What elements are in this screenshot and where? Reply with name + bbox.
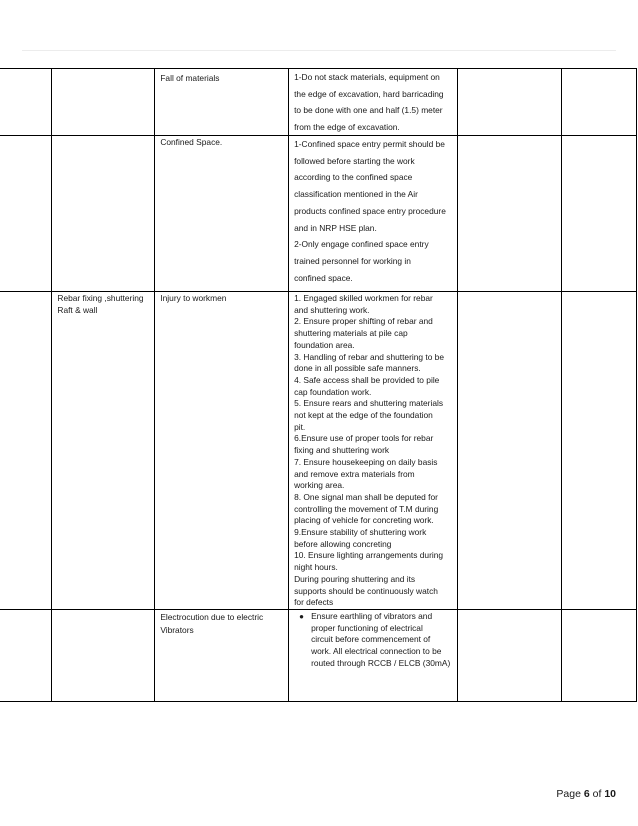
control-line: foundation area.	[294, 339, 355, 350]
control-line: before allowing concreting	[294, 538, 392, 549]
empty-cell	[561, 292, 636, 610]
control-line: not kept at the edge of the foundation	[294, 410, 433, 421]
activity-text: Rebar fixing ,shuttering	[57, 293, 144, 303]
control-line: products confined space entry procedure	[294, 205, 446, 216]
page-total: 10	[604, 788, 616, 800]
control-line: placing of vehicle for concreting work.	[294, 515, 434, 526]
control-measures-cell	[289, 136, 458, 292]
control-line: 2. Ensure proper shifting of rebar and	[294, 316, 433, 327]
activity-cell	[52, 609, 155, 701]
empty-cell	[458, 609, 562, 701]
control-line: the edge of excavation, hard barricading	[294, 88, 444, 99]
hazard-cell	[155, 136, 289, 292]
control-line: followed before starting the work	[294, 155, 415, 166]
control-line: 1. Engaged skilled workmen for rebar	[294, 293, 433, 303]
activity-cell	[52, 292, 155, 610]
control-line: 3. Handling of rebar and shuttering to be	[294, 351, 444, 362]
control-measures-cell	[289, 292, 458, 610]
table-row	[0, 136, 637, 292]
control-line: During pouring shuttering and its	[294, 573, 416, 584]
control-line: trained personnel for working in	[294, 255, 411, 266]
empty-cell	[458, 69, 562, 136]
control-line: 9.Ensure stability of shuttering work	[294, 527, 427, 538]
control-line: confined space.	[294, 272, 353, 283]
hazard-cell	[155, 69, 289, 136]
control-line: and remove extra materials from	[294, 468, 415, 479]
control-line: working area.	[294, 480, 345, 491]
page-current: 6	[583, 788, 590, 800]
activity-text: Raft & wall	[57, 304, 98, 315]
control-line: classification mentioned in the Air	[294, 189, 418, 200]
control-line: and in NRP HSE plan.	[294, 222, 377, 233]
page-word: Page	[556, 788, 581, 800]
activity-cell	[52, 69, 155, 136]
control-line: from the edge of excavation.	[294, 121, 400, 132]
sl-no-cell	[0, 609, 52, 701]
hazard-text: Vibrators	[160, 624, 194, 635]
control-line: circuit before commencement of	[311, 634, 431, 645]
control-line: night hours.	[294, 562, 338, 573]
control-line: cap foundation work.	[294, 386, 372, 397]
control-line: and shuttering work.	[294, 304, 370, 315]
empty-cell	[561, 609, 636, 701]
control-line: proper functioning of electrical	[311, 622, 423, 633]
control-line: shuttering materials at pile cap	[294, 328, 408, 339]
header-rule	[22, 50, 616, 51]
table-row	[0, 292, 637, 610]
control-line: 7. Ensure housekeeping on daily basis	[294, 456, 438, 467]
of-word: of	[592, 788, 602, 800]
control-line: 10. Ensure lighting arrangements during	[294, 550, 444, 561]
control-line: 8. One signal man shall be deputed for	[294, 491, 438, 502]
control-line: Ensure earthling of vibrators and	[311, 610, 433, 621]
empty-cell	[458, 292, 562, 610]
control-line: 5. Ensure rears and shuttering materials	[294, 398, 444, 409]
sl-no-cell	[0, 69, 52, 136]
list-item	[294, 611, 452, 670]
control-measures-cell	[289, 609, 458, 701]
bullet-icon: ●	[299, 611, 304, 621]
bullet-list	[294, 611, 452, 670]
control-line: done in all possible safe manners.	[294, 363, 421, 374]
hse-risk-table	[0, 68, 637, 702]
hazard-text: Injury to workmen	[160, 293, 227, 303]
control-measures-cell	[289, 69, 458, 136]
empty-cell	[458, 136, 562, 292]
control-line: controlling the movement of T.M during	[294, 503, 439, 514]
table-row	[0, 609, 637, 701]
sl-no-cell	[0, 136, 52, 292]
control-line: pit.	[294, 421, 306, 432]
page-number	[556, 788, 616, 800]
control-line: routed through RCCB / ELCB (30mA)	[311, 657, 451, 668]
hazard-text: Confined Space.	[160, 137, 223, 147]
control-line: 6.Ensure use of proper tools for rebar	[294, 433, 434, 444]
control-line: 1-Do not stack materials, equipment on	[294, 72, 440, 82]
empty-cell	[561, 69, 636, 136]
control-line: 4. Safe access shall be provided to pile	[294, 374, 440, 385]
control-line: 1-Confined space entry permit should be	[294, 139, 445, 149]
control-line: supports should be continuously watch	[294, 585, 438, 596]
control-line: according to the confined space	[294, 172, 413, 183]
sl-no-cell	[0, 292, 52, 610]
empty-cell	[561, 136, 636, 292]
control-line: work. All electrical connection to be	[311, 646, 442, 657]
hazard-cell	[155, 609, 289, 701]
activity-cell	[52, 136, 155, 292]
table-row	[0, 69, 637, 136]
control-line: fixing and shuttering work	[294, 445, 390, 456]
control-line: to be done with one and half (1.5) meter	[294, 105, 443, 115]
hazard-text: Electrocution due to electric	[160, 611, 264, 622]
hazard-text: Fall of materials	[160, 73, 220, 83]
hazard-cell	[155, 292, 289, 610]
control-line: for defects	[294, 597, 334, 608]
control-line: 2-Only engage confined space entry	[294, 239, 429, 250]
